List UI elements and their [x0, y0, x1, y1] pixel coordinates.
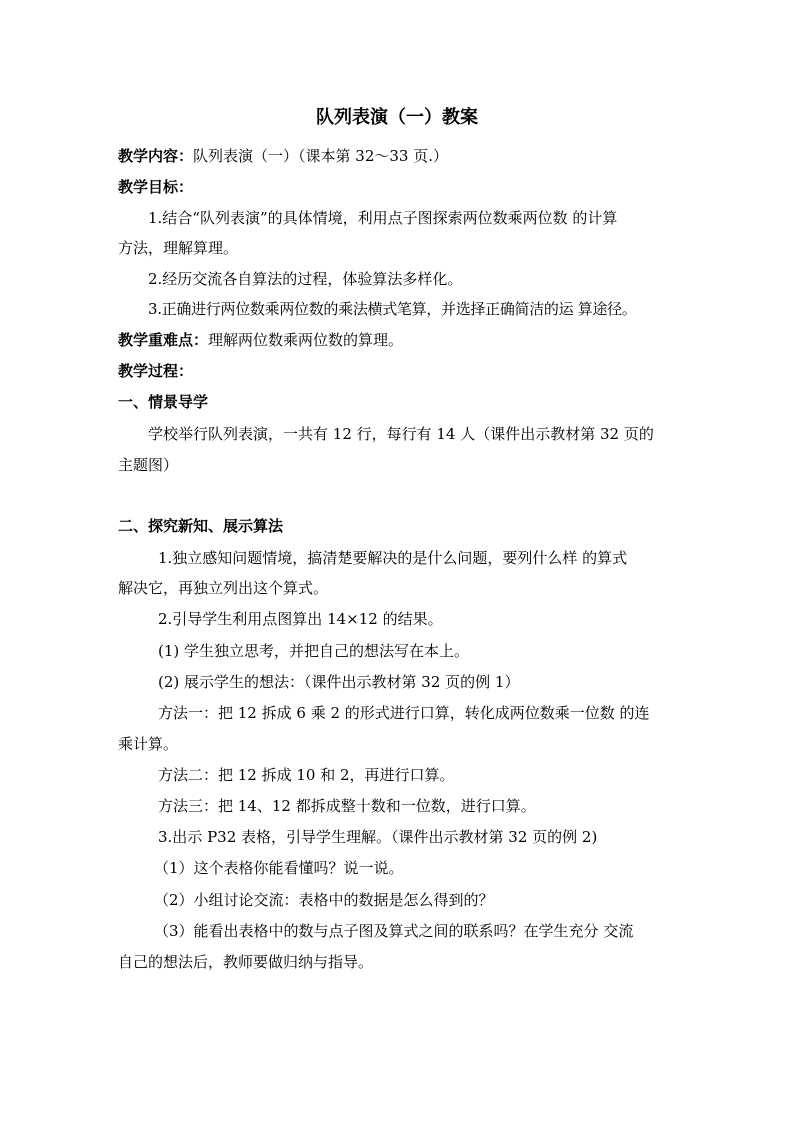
- goal-1-line-2: 方法，理解算理。: [118, 239, 239, 257]
- section-1-paragraph-line-1: 学校举行队列表演，一共有 12 行，每行有 14 人（课件出示教材第 32 页的: [148, 425, 654, 443]
- method-2: 方法二：把 12 拆成 10 和 2，再进行口算。: [158, 766, 455, 784]
- question-3-line-1: （3）能看出表格中的数与点子图及算式之间的联系吗？在学生充分 交流: [154, 922, 634, 940]
- step-2-item-1: (1) 学生独立思考，并把自己的想法写在本上。: [158, 642, 470, 660]
- keypoint-label: 教学重难点：: [118, 331, 209, 349]
- question-3-line-2: 自己的想法后，教师要做归纳与指导。: [118, 953, 374, 971]
- method-3: 方法三：把 14、12 都拆成整十数和一位数，进行口算。: [158, 797, 536, 815]
- content-label: 教学内容：: [118, 147, 194, 165]
- goal-2: 2.经历交流各自算法的过程，体验算法多样化。: [148, 270, 463, 288]
- section-1-heading: 一、情景导学: [118, 393, 209, 411]
- goals-heading: 教学目标：: [118, 178, 194, 196]
- section-1-paragraph-line-2: 主题图）: [118, 456, 179, 474]
- keypoint-line: [118, 330, 403, 350]
- goal-1-line-1: 1.结合“队列表演”的具体情境，利用点子图探索两位数乘两位数 的计算: [148, 209, 618, 227]
- method-1-line-1: 方法一：把 12 拆成 6 乘 2 的形式进行口算，转化成两位数乘一位数 的连: [158, 704, 650, 722]
- keypoint-text: 理解两位数乘两位数的算理。: [208, 331, 404, 349]
- document-title: 队列表演（一）教案: [316, 107, 478, 128]
- step-1-line-2: 解决它，再独立列出这个算式。: [118, 579, 329, 597]
- step-3: 3.出示 P32 表格，引导学生理解。（课件出示教材第 32 页的例 2): [158, 828, 598, 846]
- question-2: （2）小组讨论交流：表格中的数据是怎么得到的？: [154, 891, 494, 909]
- step-1-line-1: 1.独立感知问题情境，搞清楚要解决的是什么问题，要列什么样 的算式: [158, 549, 628, 567]
- process-heading: 教学过程：: [118, 362, 194, 380]
- content-text: 队列表演（一）（课本第 32～33 页.）: [193, 147, 448, 165]
- method-1-line-2: 乘计算。: [118, 735, 179, 753]
- section-2-heading: 二、探究新知、展示算法: [118, 517, 284, 535]
- step-2: 2.引导学生利用点图算出 14×12 的结果。: [158, 610, 443, 628]
- step-2-item-2: (2) 展示学生的想法：（课件出示教材第 32 页的例 1）: [158, 673, 520, 691]
- goal-3: 3.正确进行两位数乘两位数的乘法横式笔算，并选择正确简洁的运 算途径。: [148, 300, 637, 318]
- content-line: [118, 146, 448, 166]
- question-1: （1）这个表格你能看懂吗？说一说。: [154, 859, 404, 877]
